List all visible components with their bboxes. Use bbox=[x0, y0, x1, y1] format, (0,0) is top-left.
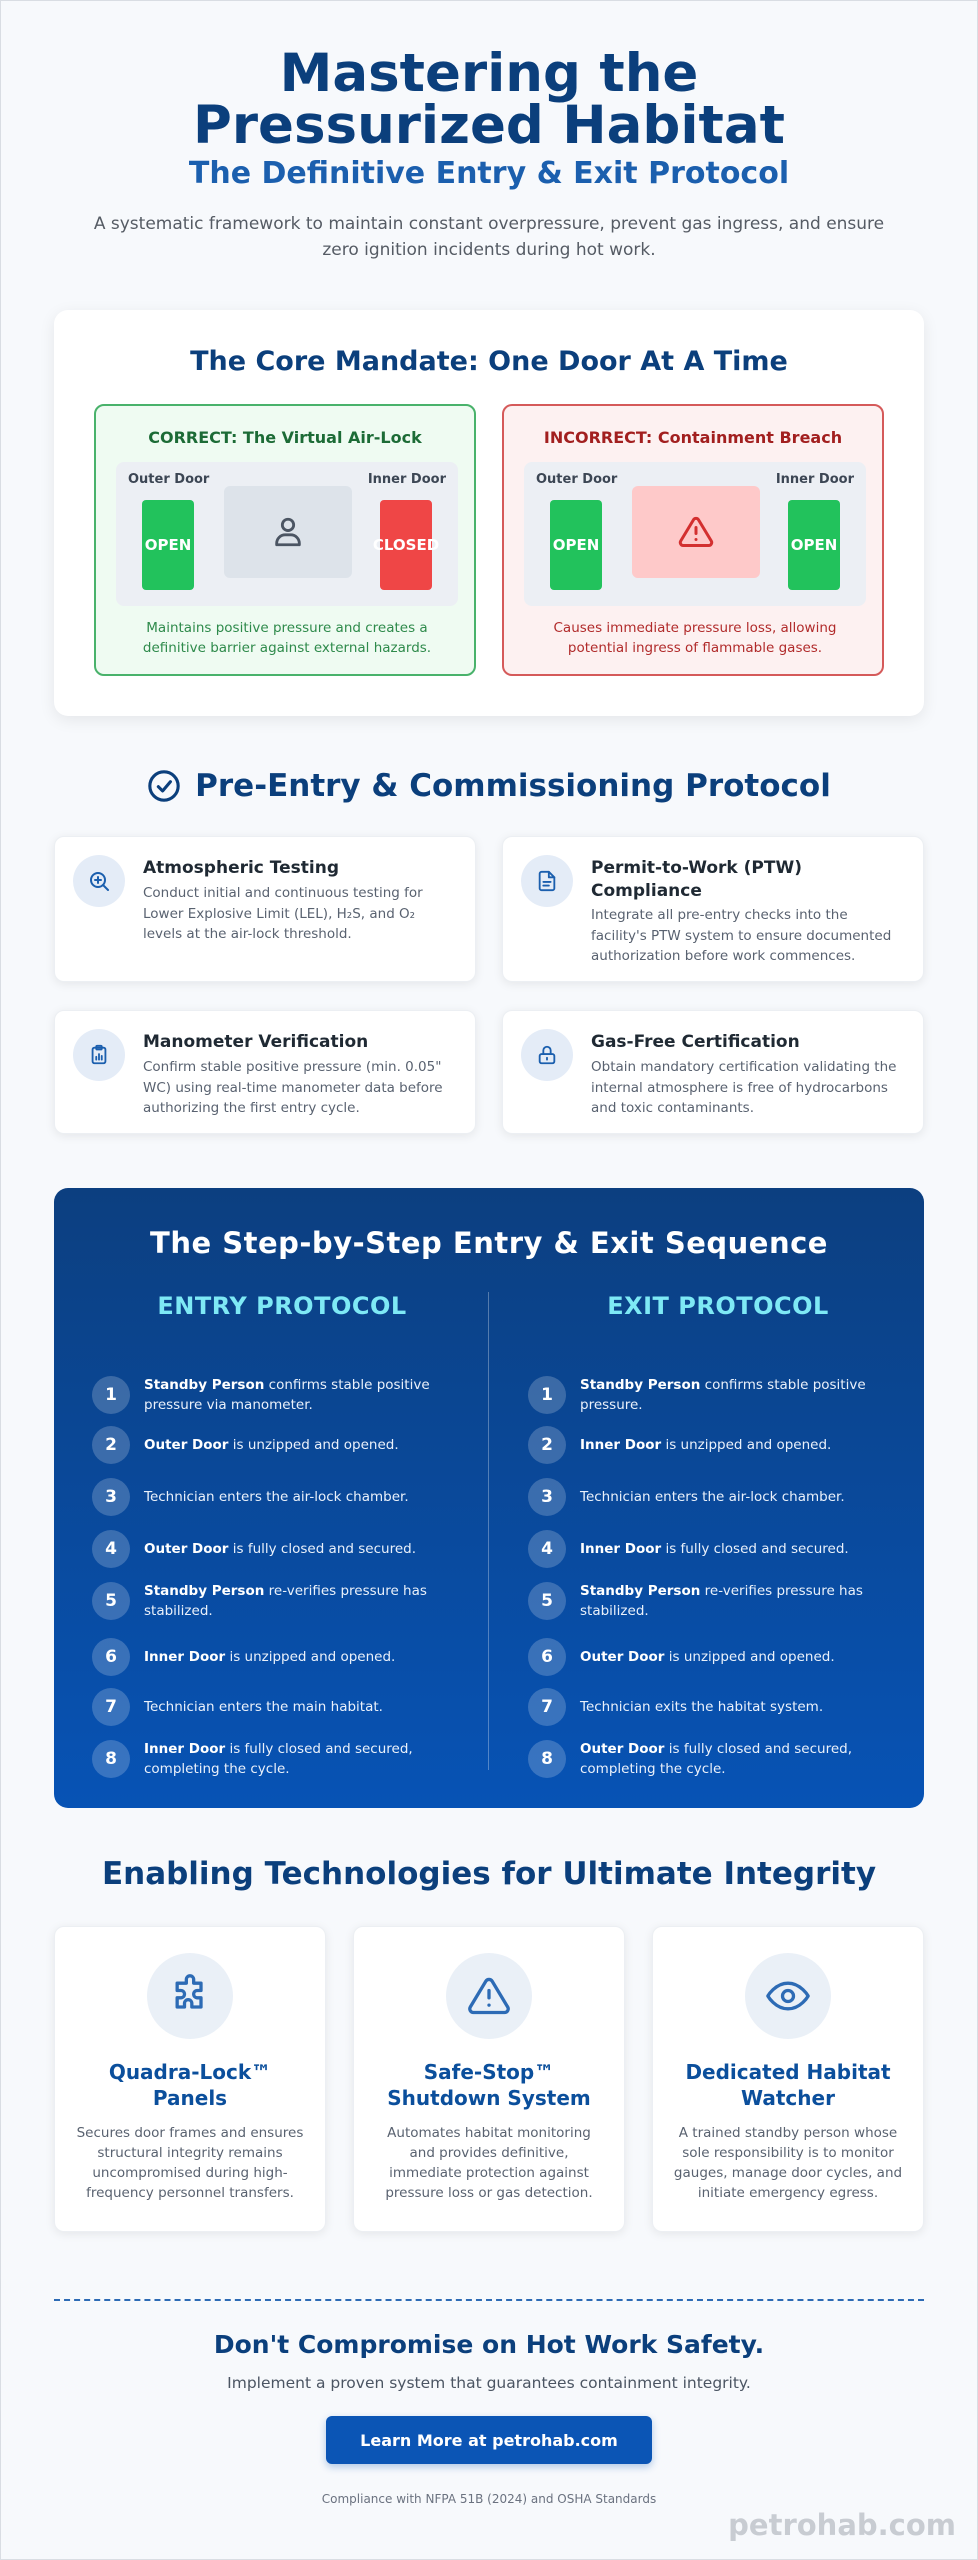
step-number: 7 bbox=[528, 1688, 566, 1726]
step-subject: Standby Person bbox=[580, 1377, 701, 1393]
page-title: Mastering the Pressurized Habitat bbox=[193, 43, 785, 156]
step-subject: Outer Door bbox=[580, 1649, 665, 1665]
inner-door-label: Inner Door bbox=[367, 472, 446, 487]
step-number: 8 bbox=[92, 1740, 130, 1778]
step-text bbox=[580, 1435, 890, 1455]
airlock-diagram bbox=[116, 462, 458, 606]
document-icon bbox=[536, 870, 558, 892]
step-action: re-verifies pressure has stabilized. bbox=[580, 1583, 863, 1619]
tech-card-habitat-watcher bbox=[652, 1926, 924, 2232]
puzzle-icon bbox=[168, 1974, 212, 2018]
step-subject: Standby Person bbox=[144, 1377, 265, 1393]
step-text bbox=[144, 1739, 454, 1779]
icon-badge bbox=[521, 855, 573, 907]
person-icon bbox=[271, 515, 305, 549]
clipboard-chart-icon bbox=[88, 1044, 110, 1066]
sequence-title: The Step-by-Step Entry & Exit Sequence bbox=[150, 1226, 828, 1260]
hero-header bbox=[0, 43, 978, 263]
step-action: is unzipped and opened. bbox=[664, 1649, 835, 1665]
card-title: Manometer Verification bbox=[143, 1032, 369, 1052]
step-action: Technician enters the air-lock chamber. bbox=[144, 1489, 409, 1505]
step-action: is fully closed and secured. bbox=[228, 1541, 416, 1557]
step-number: 5 bbox=[92, 1582, 130, 1620]
entry-protocol-column bbox=[92, 1292, 472, 1777]
card-gas-free-certification bbox=[502, 1010, 924, 1134]
icon-badge bbox=[446, 1953, 532, 2039]
step-subject: Inner Door bbox=[144, 1649, 226, 1665]
step-action: confirms stable positive pressure. bbox=[580, 1377, 866, 1413]
eye-icon bbox=[766, 1974, 810, 2018]
warning-icon bbox=[467, 1974, 511, 2018]
outer-door-label: Outer Door bbox=[128, 472, 210, 487]
correct-scenario-description: Maintains positive pressure and creates a definitive barrier against external hazards. bbox=[142, 620, 432, 656]
step-action: Technician enters the main habitat. bbox=[144, 1699, 383, 1715]
tech-title: Quadra-Lock™ Panels bbox=[108, 2060, 272, 2110]
step-subject: Inner Door bbox=[580, 1437, 662, 1453]
core-mandate-title: The Core Mandate: One Door At A Time bbox=[190, 346, 788, 377]
step-number: 7 bbox=[92, 1688, 130, 1726]
warning-icon bbox=[678, 514, 714, 550]
page-subtitle: The Definitive Entry & Exit Protocol bbox=[188, 156, 790, 191]
step-text bbox=[144, 1581, 454, 1621]
step-number: 2 bbox=[528, 1426, 566, 1464]
check-circle-icon bbox=[147, 769, 181, 803]
card-title: Permit-to-Work (PTW) Compliance bbox=[591, 858, 802, 901]
step-action: is fully closed and secured. bbox=[661, 1541, 849, 1557]
icon-badge bbox=[521, 1029, 573, 1081]
step-action: is unzipped and opened. bbox=[661, 1437, 832, 1453]
outer-door-open: OPEN bbox=[550, 500, 602, 590]
tech-card-quadra-lock bbox=[54, 1926, 326, 2232]
card-ptw-compliance bbox=[502, 836, 924, 982]
step-text bbox=[580, 1647, 890, 1667]
step-action: is unzipped and opened. bbox=[228, 1437, 399, 1453]
icon-badge bbox=[147, 1953, 233, 2039]
exit-protocol-title: EXIT PROTOCOL bbox=[607, 1292, 829, 1320]
step-number: 1 bbox=[528, 1376, 566, 1414]
compliance-note: Compliance with NFPA 51B (2024) and OSHA Standards bbox=[321, 2492, 657, 2506]
incorrect-scenario bbox=[502, 404, 884, 676]
card-description: Obtain mandatory certification validating the internal atmosphere is free of hydrocarbons and toxic contaminants. bbox=[591, 1059, 897, 1116]
step-number: 5 bbox=[528, 1582, 566, 1620]
tech-description: Secures door frames and ensures structural integrity remains uncompromised during high-frequency personnel transfers. bbox=[76, 2125, 304, 2201]
outer-door-open: OPEN bbox=[142, 500, 194, 590]
step-number: 3 bbox=[92, 1478, 130, 1516]
tech-description: A trained standby person whose sole responsibility is to monitor gauges, manage door cycles, and initiate emergency egress. bbox=[673, 2125, 903, 2201]
core-mandate-section bbox=[54, 310, 924, 716]
sequence-section bbox=[54, 1188, 924, 1808]
card-description: Conduct initial and continuous testing for Lower Explosive Limit (LEL), H₂S, and O₂ levels at the air-lock threshold. bbox=[143, 885, 423, 942]
step-text bbox=[144, 1375, 454, 1415]
step-text bbox=[580, 1539, 890, 1559]
outer-door-label: Outer Door bbox=[536, 472, 618, 487]
card-manometer-verification bbox=[54, 1010, 476, 1134]
step-subject: Outer Door bbox=[580, 1741, 665, 1757]
step-number: 3 bbox=[528, 1478, 566, 1516]
intro-text: A systematic framework to maintain constant overpressure, prevent gas ingress, and ensure zero ignition incidents during hot work. bbox=[93, 214, 885, 260]
step-subject: Standby Person bbox=[144, 1583, 265, 1599]
icon-badge bbox=[73, 1029, 125, 1081]
learn-more-button[interactable]: Learn More at petrohab.com bbox=[326, 2416, 652, 2464]
step-number: 6 bbox=[528, 1638, 566, 1676]
icon-badge bbox=[73, 855, 125, 907]
cta-subtitle: Implement a proven system that guarantees containment integrity. bbox=[227, 2374, 751, 2392]
dashed-divider bbox=[54, 2299, 924, 2301]
technologies-title: Enabling Technologies for Ultimate Integrity bbox=[101, 1856, 877, 1892]
step-action: re-verifies pressure has stabilized. bbox=[144, 1583, 427, 1619]
step-number: 8 bbox=[528, 1740, 566, 1778]
step-text bbox=[580, 1487, 890, 1507]
step-action: is fully closed and secured, completing the cycle. bbox=[144, 1741, 413, 1777]
step-number: 6 bbox=[92, 1638, 130, 1676]
watermark: petrohab.com bbox=[728, 2508, 956, 2542]
step-subject: Standby Person bbox=[580, 1583, 701, 1599]
step-text bbox=[144, 1697, 454, 1717]
step-text bbox=[580, 1697, 890, 1717]
cta-title: Don't Compromise on Hot Work Safety. bbox=[213, 2330, 765, 2359]
card-title: Gas-Free Certification bbox=[591, 1032, 800, 1052]
step-text bbox=[580, 1375, 890, 1415]
step-text bbox=[580, 1739, 890, 1779]
entry-protocol-title: ENTRY PROTOCOL bbox=[157, 1292, 407, 1320]
inner-door-label: Inner Door bbox=[775, 472, 854, 487]
inner-door-open: OPEN bbox=[788, 500, 840, 590]
breach-diagram bbox=[524, 462, 866, 606]
step-action: Technician exits the habitat system. bbox=[580, 1699, 824, 1715]
card-atmospheric-testing bbox=[54, 836, 476, 982]
airlock-chamber bbox=[224, 486, 352, 578]
step-text bbox=[580, 1581, 890, 1621]
step-action: confirms stable positive pressure via manometer. bbox=[144, 1377, 430, 1413]
tech-description: Automates habitat monitoring and provides definitive, immediate protection against pressure loss or gas detection. bbox=[385, 2125, 593, 2201]
step-number: 1 bbox=[92, 1376, 130, 1414]
step-text bbox=[144, 1539, 454, 1559]
card-title: Atmospheric Testing bbox=[143, 858, 340, 878]
step-text bbox=[144, 1487, 454, 1507]
icon-badge bbox=[745, 1953, 831, 2039]
step-number: 2 bbox=[92, 1426, 130, 1464]
step-text bbox=[144, 1647, 454, 1667]
inner-door-closed: CLOSED bbox=[380, 500, 432, 590]
exit-protocol-column bbox=[528, 1292, 908, 1777]
tech-card-safe-stop bbox=[353, 1926, 625, 2232]
incorrect-scenario-description: Causes immediate pressure loss, allowing potential ingress of flammable gases. bbox=[553, 620, 837, 656]
incorrect-scenario-title: INCORRECT: Containment Breach bbox=[543, 428, 843, 447]
correct-scenario bbox=[94, 404, 476, 676]
step-text bbox=[144, 1435, 454, 1455]
card-description: Integrate all pre-entry checks into the facility's PTW system to ensure documented authorization before work commences. bbox=[591, 907, 892, 964]
step-subject: Outer Door bbox=[144, 1437, 229, 1453]
step-action: Technician enters the air-lock chamber. bbox=[580, 1489, 845, 1505]
pre-entry-heading bbox=[0, 768, 978, 804]
step-action: is unzipped and opened. bbox=[225, 1649, 396, 1665]
lock-icon bbox=[536, 1044, 558, 1066]
pre-entry-title: Pre-Entry & Commissioning Protocol bbox=[195, 768, 831, 804]
step-number: 4 bbox=[528, 1530, 566, 1568]
tech-title: Safe-Stop™ Shutdown System bbox=[387, 2060, 591, 2110]
column-divider bbox=[488, 1292, 489, 1770]
correct-scenario-title: CORRECT: The Virtual Air-Lock bbox=[148, 428, 422, 447]
step-subject: Inner Door bbox=[144, 1741, 226, 1757]
step-number: 4 bbox=[92, 1530, 130, 1568]
step-subject: Inner Door bbox=[580, 1541, 662, 1557]
step-action: is fully closed and secured, completing the cycle. bbox=[580, 1741, 852, 1777]
tech-title: Dedicated Habitat Watcher bbox=[685, 2060, 891, 2110]
card-description: Confirm stable positive pressure (min. 0.05" WC) using real-time manometer data before authorizing the first entry cycle. bbox=[143, 1059, 443, 1116]
breach-chamber bbox=[632, 486, 760, 578]
search-icon bbox=[87, 869, 111, 893]
step-subject: Outer Door bbox=[144, 1541, 229, 1557]
